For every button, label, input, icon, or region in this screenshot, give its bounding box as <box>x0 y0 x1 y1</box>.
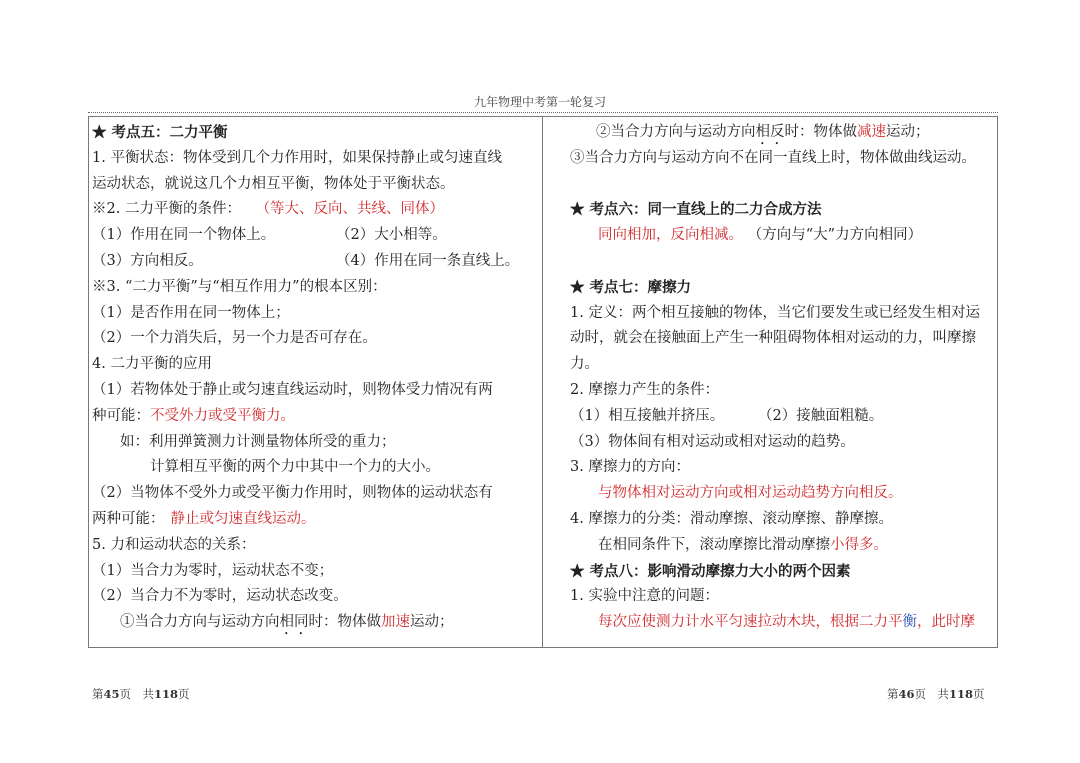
page-header-title: 九年物理中考第一轮复习 <box>473 95 606 109</box>
footer-right-page: 46 <box>898 687 915 701</box>
relation-4 <box>570 120 996 146</box>
section6-answer: 同向相加，反向相减。 <box>598 227 743 244</box>
relation-3-answer: 加速 <box>381 614 410 631</box>
friction-conditions-heading: 2. 摩擦力产生的条件： <box>570 381 719 398</box>
friction-definition-line3: 力。 <box>570 356 599 373</box>
relation-4-answer: 减速 <box>857 124 886 140</box>
footer-left-pre: 第 <box>92 687 104 701</box>
relation-4-prefix: ②当合力方向与运动方向 <box>596 124 756 140</box>
experiment-notes-heading: 1. 实验中注意的问题： <box>570 588 719 605</box>
balance-state-line1: 1. 平衡状态：物体受到几个力作用时，如果保持静止或匀速直线 <box>92 149 502 166</box>
example-1: 如：利用弹簧测力计测量物体所受的重力； <box>120 433 396 450</box>
section7-title: ★ 考点七：摩擦力 <box>570 278 692 296</box>
application-1-answer: 不受外力或受平衡力。 <box>150 407 295 424</box>
conditions-line <box>92 197 536 223</box>
friction-types: 4. 摩擦力的分类：滑动摩擦、滚动摩擦、静摩擦。 <box>570 510 893 527</box>
friction-conditions-row <box>570 404 996 430</box>
application-2-answer: 静止或匀速直线运动。 <box>170 510 316 527</box>
friction-comparison <box>570 533 996 559</box>
friction-condition-1: （1）相互接触并挤压。 <box>570 407 725 424</box>
difference-heading: ※3. “二力平衡”与“相互作用力”的根本区别： <box>92 278 387 295</box>
footer-left-page-number <box>92 686 190 702</box>
column-divider <box>542 116 543 648</box>
section6-rule <box>570 223 996 249</box>
footer-left-mid: 页 共 <box>119 687 155 701</box>
friction-definition-line1: 1. 定义：两个相互接触的物体，当它们要发生或已经发生相对运 <box>570 304 980 321</box>
section5-title: ★ 考点五：二力平衡 <box>92 124 228 141</box>
footer-left-total: 118 <box>154 687 179 701</box>
condition-2: （2）大小相等。 <box>336 227 447 244</box>
footer-right-page-number <box>887 686 985 702</box>
application-1-line2 <box>92 404 536 430</box>
experiment-note-part1: 每次应使测力计水平匀速拉动木块，根据二力平 <box>598 614 903 631</box>
relation-5: ③当合力方向与运动方向不在同一直线上时，物体做曲线运动。 <box>570 149 976 166</box>
header-rule <box>88 112 998 113</box>
application-1-line1: （1）若物体处于静止或匀速直线运动时，则物体受力情况有两 <box>92 381 493 398</box>
friction-direction-heading: 3. 摩擦力的方向： <box>570 459 690 476</box>
relation-4-mid: 时：物体做 <box>784 124 857 140</box>
conditions-label: ※2. 二力平衡的条件： <box>92 201 241 218</box>
experiment-note-part2: 衡 <box>902 614 917 631</box>
condition-4: （4）作用在同一条直线上。 <box>336 252 520 269</box>
spacer <box>570 172 996 198</box>
relation-2: （2）当合力不为零时，运动状态改变。 <box>92 588 348 605</box>
friction-condition-2: （2）接触面粗糙。 <box>758 407 884 424</box>
friction-comparison-answer: 小得多。 <box>830 536 888 553</box>
friction-definition-line2: 动时，就会在接触面上产生一种阻碍物体相对运动的力，叫摩擦 <box>570 330 976 347</box>
friction-condition-3: （3）物体间有相对运动或相对运动的趋势。 <box>570 433 855 450</box>
friction-direction-answer: 与物体相对运动方向或相对运动趋势方向相反。 <box>598 485 903 502</box>
footer-left-page: 45 <box>103 687 120 701</box>
example-2: 计算相互平衡的两个力中其中一个力的大小。 <box>150 459 440 476</box>
relation-heading: 5. 力和运动状态的关系： <box>92 536 256 553</box>
conditions-value: （等大、反向、共线、同体） <box>255 201 445 218</box>
section8-title: ★ 考点八：影响滑动摩擦力大小的两个因素 <box>570 562 851 580</box>
experiment-note-1 <box>570 610 996 636</box>
footer-right-pre: 第 <box>887 687 899 701</box>
relation-3 <box>92 610 536 636</box>
footer-left-post: 页 <box>178 687 190 701</box>
application-2-prefix: 两种可能： <box>92 510 165 527</box>
spacer <box>570 249 996 275</box>
balance-state-line2: 运动状态，就说这几个力相互平衡，物体处于平衡状态。 <box>92 175 455 192</box>
difference-1: （1）是否作用在同一物体上； <box>92 304 290 321</box>
section6-title: ★ 考点六：同一直线上的二力合成方法 <box>570 201 822 219</box>
experiment-note-part3: ，此时摩 <box>917 614 975 631</box>
relation-4-keyword: 相反 <box>755 124 785 140</box>
footer-right-post: 页 <box>973 687 985 701</box>
condition-3: （3）方向相反。 <box>92 252 203 269</box>
relation-3-suffix: 运动； <box>410 614 454 631</box>
condition-1: （1）作用在同一个物体上。 <box>92 227 276 244</box>
conditions-row-2 <box>92 249 536 275</box>
relation-4-suffix: 运动； <box>886 124 930 140</box>
application-1-prefix: 种可能： <box>92 407 150 424</box>
relation-3-mid: 时：物体做 <box>308 614 381 631</box>
application-2-line1: （2）当物体不受外力或受平衡力作用时，则物体的运动状态有 <box>92 485 493 502</box>
application-2-line2 <box>92 507 536 533</box>
relation-3-keyword: 相同 <box>279 614 309 631</box>
section6-note: （方向与“大”力方向相同） <box>755 227 923 244</box>
footer-right-total: 118 <box>949 687 974 701</box>
footer-right-mid: 页 共 <box>914 687 950 701</box>
relation-3-prefix: ①当合力方向与运动方向 <box>120 614 280 631</box>
difference-2: （2）一个力消失后，另一个力是否可存在。 <box>92 330 377 347</box>
left-column <box>92 120 536 636</box>
relation-1: （1）当合力为零时，运动状态不变； <box>92 562 334 579</box>
conditions-row-1 <box>92 223 536 249</box>
right-column <box>570 120 996 636</box>
friction-comparison-prefix: 在相同条件下，滚动摩擦比滑动摩擦 <box>598 536 830 553</box>
application-heading: 4. 二力平衡的应用 <box>92 356 212 373</box>
